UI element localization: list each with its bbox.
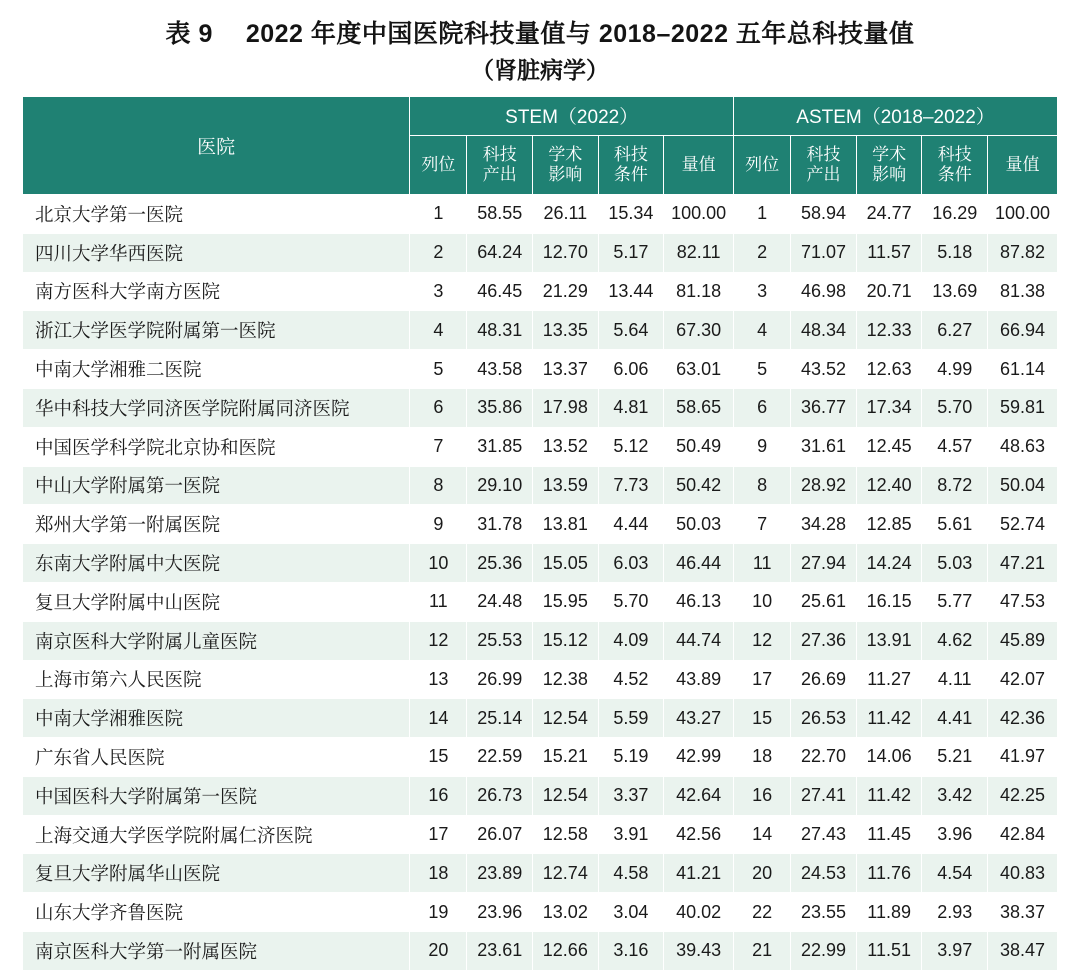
cell-astem-influence: 12.33: [856, 311, 922, 350]
cell-astem-value: 87.82: [988, 233, 1058, 272]
table-title-block: [22, 0, 1058, 96]
table-row: [23, 194, 1058, 233]
cell-astem-output: 22.70: [791, 738, 857, 777]
cell-stem-condition: 5.17: [598, 233, 664, 272]
astem-output-line1: 科技: [806, 145, 841, 165]
table-row: [23, 466, 1058, 505]
cell-stem-value: 58.65: [664, 388, 734, 427]
cell-astem-output: 31.61: [791, 427, 857, 466]
cell-astem-value: 38.47: [988, 932, 1058, 971]
table-row: [23, 544, 1058, 583]
cell-stem-value: 40.02: [664, 893, 734, 932]
cell-hospital: 南方医科大学南方医院: [23, 272, 410, 311]
cell-astem-rank: 7: [734, 505, 791, 544]
cell-astem-value: 41.97: [988, 738, 1058, 777]
cell-astem-value: 66.94: [988, 311, 1058, 350]
cell-stem-rank: 11: [410, 582, 467, 621]
column-header-astem-value: 量值: [988, 135, 1058, 194]
table-row: [23, 350, 1058, 389]
cell-stem-value: 50.42: [664, 466, 734, 505]
table-row: [23, 427, 1058, 466]
cell-stem-influence: 12.66: [533, 932, 599, 971]
cell-stem-condition: 4.09: [598, 621, 664, 660]
astem-condition-line1: 科技: [937, 145, 972, 165]
astem-output-line2: 产出: [806, 164, 841, 184]
cell-astem-influence: 20.71: [856, 272, 922, 311]
column-header-astem-condition: [922, 135, 988, 194]
cell-astem-condition: 5.18: [922, 233, 988, 272]
cell-astem-rank: 6: [734, 388, 791, 427]
cell-astem-condition: 4.11: [922, 660, 988, 699]
cell-stem-rank: 7: [410, 427, 467, 466]
cell-astem-value: 40.83: [988, 854, 1058, 893]
stem-influence-line1: 学术: [548, 145, 583, 165]
cell-stem-value: 43.27: [664, 699, 734, 738]
cell-stem-value: 63.01: [664, 350, 734, 389]
cell-astem-condition: 3.42: [922, 776, 988, 815]
cell-astem-condition: 4.62: [922, 621, 988, 660]
cell-stem-influence: 15.05: [533, 544, 599, 583]
cell-stem-value: 44.74: [664, 621, 734, 660]
cell-stem-value: 81.18: [664, 272, 734, 311]
cell-stem-influence: 15.95: [533, 582, 599, 621]
astem-influence-line2: 影响: [872, 164, 907, 184]
cell-stem-output: 64.24: [467, 233, 533, 272]
cell-stem-rank: 9: [410, 505, 467, 544]
cell-stem-influence: 17.98: [533, 388, 599, 427]
column-header-stem-output: [467, 135, 533, 194]
cell-stem-rank: 20: [410, 932, 467, 971]
cell-stem-output: 58.55: [467, 194, 533, 233]
cell-hospital: 南京医科大学第一附属医院: [23, 932, 410, 971]
cell-hospital: 中国医学科学院北京协和医院: [23, 427, 410, 466]
column-header-astem-output: [791, 135, 857, 194]
cell-hospital: 南京医科大学附属儿童医院: [23, 621, 410, 660]
cell-stem-rank: 19: [410, 893, 467, 932]
table-header: [23, 96, 1058, 194]
column-header-stem-influence: [533, 135, 599, 194]
cell-astem-output: 26.69: [791, 660, 857, 699]
cell-astem-influence: 12.85: [856, 505, 922, 544]
cell-stem-value: 42.99: [664, 738, 734, 777]
cell-astem-influence: 11.89: [856, 893, 922, 932]
cell-astem-output: 24.53: [791, 854, 857, 893]
cell-stem-condition: 5.64: [598, 311, 664, 350]
cell-astem-rank: 21: [734, 932, 791, 971]
table-row: [23, 582, 1058, 621]
cell-stem-rank: 6: [410, 388, 467, 427]
cell-astem-rank: 3: [734, 272, 791, 311]
cell-stem-influence: 15.21: [533, 738, 599, 777]
cell-stem-value: 43.89: [664, 660, 734, 699]
cell-hospital: 复旦大学附属中山医院: [23, 582, 410, 621]
cell-stem-condition: 3.91: [598, 815, 664, 854]
cell-astem-condition: 2.93: [922, 893, 988, 932]
column-header-hospital: 医院: [23, 96, 410, 194]
cell-astem-condition: 6.27: [922, 311, 988, 350]
cell-astem-influence: 12.40: [856, 466, 922, 505]
ranking-table: [22, 96, 1058, 971]
cell-stem-rank: 10: [410, 544, 467, 583]
cell-astem-rank: 2: [734, 233, 791, 272]
cell-astem-rank: 8: [734, 466, 791, 505]
cell-stem-rank: 4: [410, 311, 467, 350]
cell-astem-influence: 11.42: [856, 699, 922, 738]
table-row: [23, 699, 1058, 738]
cell-astem-influence: 11.27: [856, 660, 922, 699]
cell-stem-condition: 4.52: [598, 660, 664, 699]
cell-stem-rank: 2: [410, 233, 467, 272]
cell-astem-value: 50.04: [988, 466, 1058, 505]
cell-hospital: 四川大学华西医院: [23, 233, 410, 272]
cell-stem-condition: 5.12: [598, 427, 664, 466]
cell-astem-value: 42.36: [988, 699, 1058, 738]
stem-output-line2: 产出: [482, 164, 517, 184]
cell-hospital: 北京大学第一医院: [23, 194, 410, 233]
cell-stem-value: 67.30: [664, 311, 734, 350]
cell-stem-output: 23.61: [467, 932, 533, 971]
cell-stem-influence: 21.29: [533, 272, 599, 311]
cell-hospital: 中山大学附属第一医院: [23, 466, 410, 505]
cell-astem-influence: 11.45: [856, 815, 922, 854]
cell-stem-output: 26.99: [467, 660, 533, 699]
table-row: [23, 932, 1058, 971]
cell-stem-output: 23.89: [467, 854, 533, 893]
cell-astem-rank: 12: [734, 621, 791, 660]
cell-astem-value: 42.25: [988, 776, 1058, 815]
cell-stem-condition: 15.34: [598, 194, 664, 233]
cell-stem-condition: 7.73: [598, 466, 664, 505]
page-title: 表 9 2022 年度中国医院科技量值与 2018–2022 五年总科技量值: [165, 20, 915, 48]
cell-astem-rank: 16: [734, 776, 791, 815]
cell-astem-influence: 12.63: [856, 350, 922, 389]
column-header-astem-rank: 列位: [734, 135, 791, 194]
cell-astem-value: 42.84: [988, 815, 1058, 854]
cell-astem-value: 52.74: [988, 505, 1058, 544]
cell-astem-value: 47.21: [988, 544, 1058, 583]
cell-astem-rank: 22: [734, 893, 791, 932]
cell-hospital: 中国医科大学附属第一医院: [23, 776, 410, 815]
cell-stem-rank: 3: [410, 272, 467, 311]
cell-stem-condition: 3.16: [598, 932, 664, 971]
cell-stem-value: 42.56: [664, 815, 734, 854]
cell-astem-output: 27.36: [791, 621, 857, 660]
cell-astem-output: 27.41: [791, 776, 857, 815]
cell-astem-rank: 17: [734, 660, 791, 699]
cell-stem-output: 24.48: [467, 582, 533, 621]
cell-stem-condition: 3.04: [598, 893, 664, 932]
cell-stem-rank: 13: [410, 660, 467, 699]
cell-stem-condition: 4.81: [598, 388, 664, 427]
cell-stem-condition: 6.03: [598, 544, 664, 583]
cell-astem-output: 22.99: [791, 932, 857, 971]
cell-stem-condition: 4.58: [598, 854, 664, 893]
cell-stem-output: 26.73: [467, 776, 533, 815]
column-header-stem-rank: 列位: [410, 135, 467, 194]
cell-astem-condition: 8.72: [922, 466, 988, 505]
cell-astem-condition: 5.21: [922, 738, 988, 777]
cell-hospital: 华中科技大学同济医学院附属同济医院: [23, 388, 410, 427]
cell-stem-condition: 3.37: [598, 776, 664, 815]
cell-stem-value: 82.11: [664, 233, 734, 272]
cell-stem-value: 39.43: [664, 932, 734, 971]
cell-stem-value: 50.03: [664, 505, 734, 544]
cell-stem-rank: 17: [410, 815, 467, 854]
table-row: [23, 621, 1058, 660]
cell-astem-rank: 20: [734, 854, 791, 893]
cell-hospital: 郑州大学第一附属医院: [23, 505, 410, 544]
cell-astem-condition: 4.57: [922, 427, 988, 466]
cell-astem-influence: 11.42: [856, 776, 922, 815]
table-row: [23, 388, 1058, 427]
cell-stem-rank: 16: [410, 776, 467, 815]
cell-stem-rank: 1: [410, 194, 467, 233]
cell-astem-value: 47.53: [988, 582, 1058, 621]
cell-stem-value: 50.49: [664, 427, 734, 466]
cell-astem-rank: 9: [734, 427, 791, 466]
table-body: [23, 194, 1058, 970]
cell-astem-output: 71.07: [791, 233, 857, 272]
stem-output-line1: 科技: [482, 145, 517, 165]
cell-astem-output: 43.52: [791, 350, 857, 389]
cell-astem-rank: 11: [734, 544, 791, 583]
cell-astem-condition: 13.69: [922, 272, 988, 311]
cell-stem-rank: 12: [410, 621, 467, 660]
cell-astem-output: 36.77: [791, 388, 857, 427]
cell-stem-output: 48.31: [467, 311, 533, 350]
cell-stem-value: 41.21: [664, 854, 734, 893]
cell-astem-output: 27.94: [791, 544, 857, 583]
cell-astem-condition: 5.61: [922, 505, 988, 544]
cell-stem-influence: 13.35: [533, 311, 599, 350]
column-header-stem-condition: [598, 135, 664, 194]
cell-stem-output: 25.53: [467, 621, 533, 660]
table-row: [23, 776, 1058, 815]
cell-stem-influence: 13.52: [533, 427, 599, 466]
cell-stem-influence: 13.37: [533, 350, 599, 389]
table-row: [23, 660, 1058, 699]
cell-astem-influence: 12.45: [856, 427, 922, 466]
cell-astem-condition: 4.99: [922, 350, 988, 389]
cell-astem-influence: 16.15: [856, 582, 922, 621]
table-row: [23, 311, 1058, 350]
cell-stem-condition: 5.19: [598, 738, 664, 777]
cell-stem-influence: 13.81: [533, 505, 599, 544]
cell-astem-output: 48.34: [791, 311, 857, 350]
cell-astem-influence: 14.24: [856, 544, 922, 583]
cell-stem-influence: 13.02: [533, 893, 599, 932]
cell-stem-output: 46.45: [467, 272, 533, 311]
cell-stem-influence: 12.54: [533, 699, 599, 738]
cell-astem-condition: 3.96: [922, 815, 988, 854]
cell-stem-value: 46.44: [664, 544, 734, 583]
cell-stem-influence: 12.70: [533, 233, 599, 272]
cell-stem-output: 25.36: [467, 544, 533, 583]
stem-condition-line1: 科技: [613, 145, 648, 165]
cell-astem-condition: 3.97: [922, 932, 988, 971]
cell-stem-influence: 12.54: [533, 776, 599, 815]
cell-stem-rank: 5: [410, 350, 467, 389]
table-row: [23, 738, 1058, 777]
cell-stem-influence: 12.74: [533, 854, 599, 893]
table-row: [23, 272, 1058, 311]
cell-stem-value: 46.13: [664, 582, 734, 621]
cell-astem-influence: 11.57: [856, 233, 922, 272]
cell-astem-rank: 10: [734, 582, 791, 621]
cell-stem-rank: 8: [410, 466, 467, 505]
cell-stem-output: 35.86: [467, 388, 533, 427]
cell-stem-condition: 6.06: [598, 350, 664, 389]
cell-stem-condition: 4.44: [598, 505, 664, 544]
cell-astem-rank: 4: [734, 311, 791, 350]
cell-stem-output: 31.78: [467, 505, 533, 544]
cell-astem-output: 46.98: [791, 272, 857, 311]
page-subtitle: （肾脏病学）: [471, 56, 609, 83]
cell-hospital: 山东大学齐鲁医院: [23, 893, 410, 932]
cell-astem-value: 42.07: [988, 660, 1058, 699]
cell-astem-value: 100.00: [988, 194, 1058, 233]
cell-hospital: 中南大学湘雅二医院: [23, 350, 410, 389]
cell-stem-rank: 14: [410, 699, 467, 738]
cell-astem-output: 28.92: [791, 466, 857, 505]
table-row: [23, 854, 1058, 893]
astem-influence-line1: 学术: [872, 145, 907, 165]
cell-stem-output: 25.14: [467, 699, 533, 738]
table-row: [23, 893, 1058, 932]
table-row: [23, 233, 1058, 272]
column-header-astem-influence: [856, 135, 922, 194]
table-row: [23, 815, 1058, 854]
cell-stem-output: 26.07: [467, 815, 533, 854]
cell-astem-rank: 15: [734, 699, 791, 738]
cell-astem-output: 26.53: [791, 699, 857, 738]
cell-astem-condition: 5.70: [922, 388, 988, 427]
cell-astem-condition: 16.29: [922, 194, 988, 233]
cell-hospital: 上海交通大学医学院附属仁济医院: [23, 815, 410, 854]
stem-condition-line2: 条件: [613, 164, 648, 184]
cell-stem-condition: 5.70: [598, 582, 664, 621]
cell-astem-condition: 4.54: [922, 854, 988, 893]
cell-astem-rank: 1: [734, 194, 791, 233]
cell-astem-value: 61.14: [988, 350, 1058, 389]
cell-astem-output: 27.43: [791, 815, 857, 854]
group-header-stem: STEM（2022）: [410, 96, 734, 135]
cell-astem-influence: 24.77: [856, 194, 922, 233]
cell-stem-output: 29.10: [467, 466, 533, 505]
cell-astem-value: 48.63: [988, 427, 1058, 466]
astem-condition-line2: 条件: [937, 164, 972, 184]
stem-influence-line2: 影响: [548, 164, 583, 184]
cell-hospital: 复旦大学附属华山医院: [23, 854, 410, 893]
cell-astem-value: 38.37: [988, 893, 1058, 932]
cell-astem-influence: 13.91: [856, 621, 922, 660]
cell-astem-influence: 14.06: [856, 738, 922, 777]
cell-astem-output: 25.61: [791, 582, 857, 621]
cell-astem-value: 59.81: [988, 388, 1058, 427]
cell-astem-value: 45.89: [988, 621, 1058, 660]
cell-stem-output: 43.58: [467, 350, 533, 389]
cell-hospital: 上海市第六人民医院: [23, 660, 410, 699]
cell-astem-influence: 17.34: [856, 388, 922, 427]
cell-astem-condition: 5.77: [922, 582, 988, 621]
cell-astem-output: 34.28: [791, 505, 857, 544]
column-header-stem-value: 量值: [664, 135, 734, 194]
cell-astem-influence: 11.51: [856, 932, 922, 971]
cell-stem-influence: 12.58: [533, 815, 599, 854]
table-row: [23, 505, 1058, 544]
cell-astem-condition: 4.41: [922, 699, 988, 738]
cell-hospital: 东南大学附属中大医院: [23, 544, 410, 583]
cell-hospital: 浙江大学医学院附属第一医院: [23, 311, 410, 350]
cell-astem-influence: 11.76: [856, 854, 922, 893]
cell-stem-influence: 26.11: [533, 194, 599, 233]
cell-hospital: 中南大学湘雅医院: [23, 699, 410, 738]
group-header-astem: ASTEM（2018–2022）: [734, 96, 1058, 135]
cell-astem-rank: 14: [734, 815, 791, 854]
cell-astem-output: 58.94: [791, 194, 857, 233]
cell-stem-influence: 15.12: [533, 621, 599, 660]
cell-stem-rank: 18: [410, 854, 467, 893]
cell-stem-influence: 12.38: [533, 660, 599, 699]
cell-stem-influence: 13.59: [533, 466, 599, 505]
cell-stem-condition: 5.59: [598, 699, 664, 738]
cell-stem-condition: 13.44: [598, 272, 664, 311]
cell-astem-rank: 5: [734, 350, 791, 389]
cell-hospital: 广东省人民医院: [23, 738, 410, 777]
cell-astem-condition: 5.03: [922, 544, 988, 583]
cell-astem-output: 23.55: [791, 893, 857, 932]
cell-stem-output: 31.85: [467, 427, 533, 466]
cell-stem-output: 22.59: [467, 738, 533, 777]
cell-stem-rank: 15: [410, 738, 467, 777]
cell-stem-value: 42.64: [664, 776, 734, 815]
cell-stem-value: 100.00: [664, 194, 734, 233]
cell-astem-value: 81.38: [988, 272, 1058, 311]
cell-stem-output: 23.96: [467, 893, 533, 932]
cell-astem-rank: 18: [734, 738, 791, 777]
